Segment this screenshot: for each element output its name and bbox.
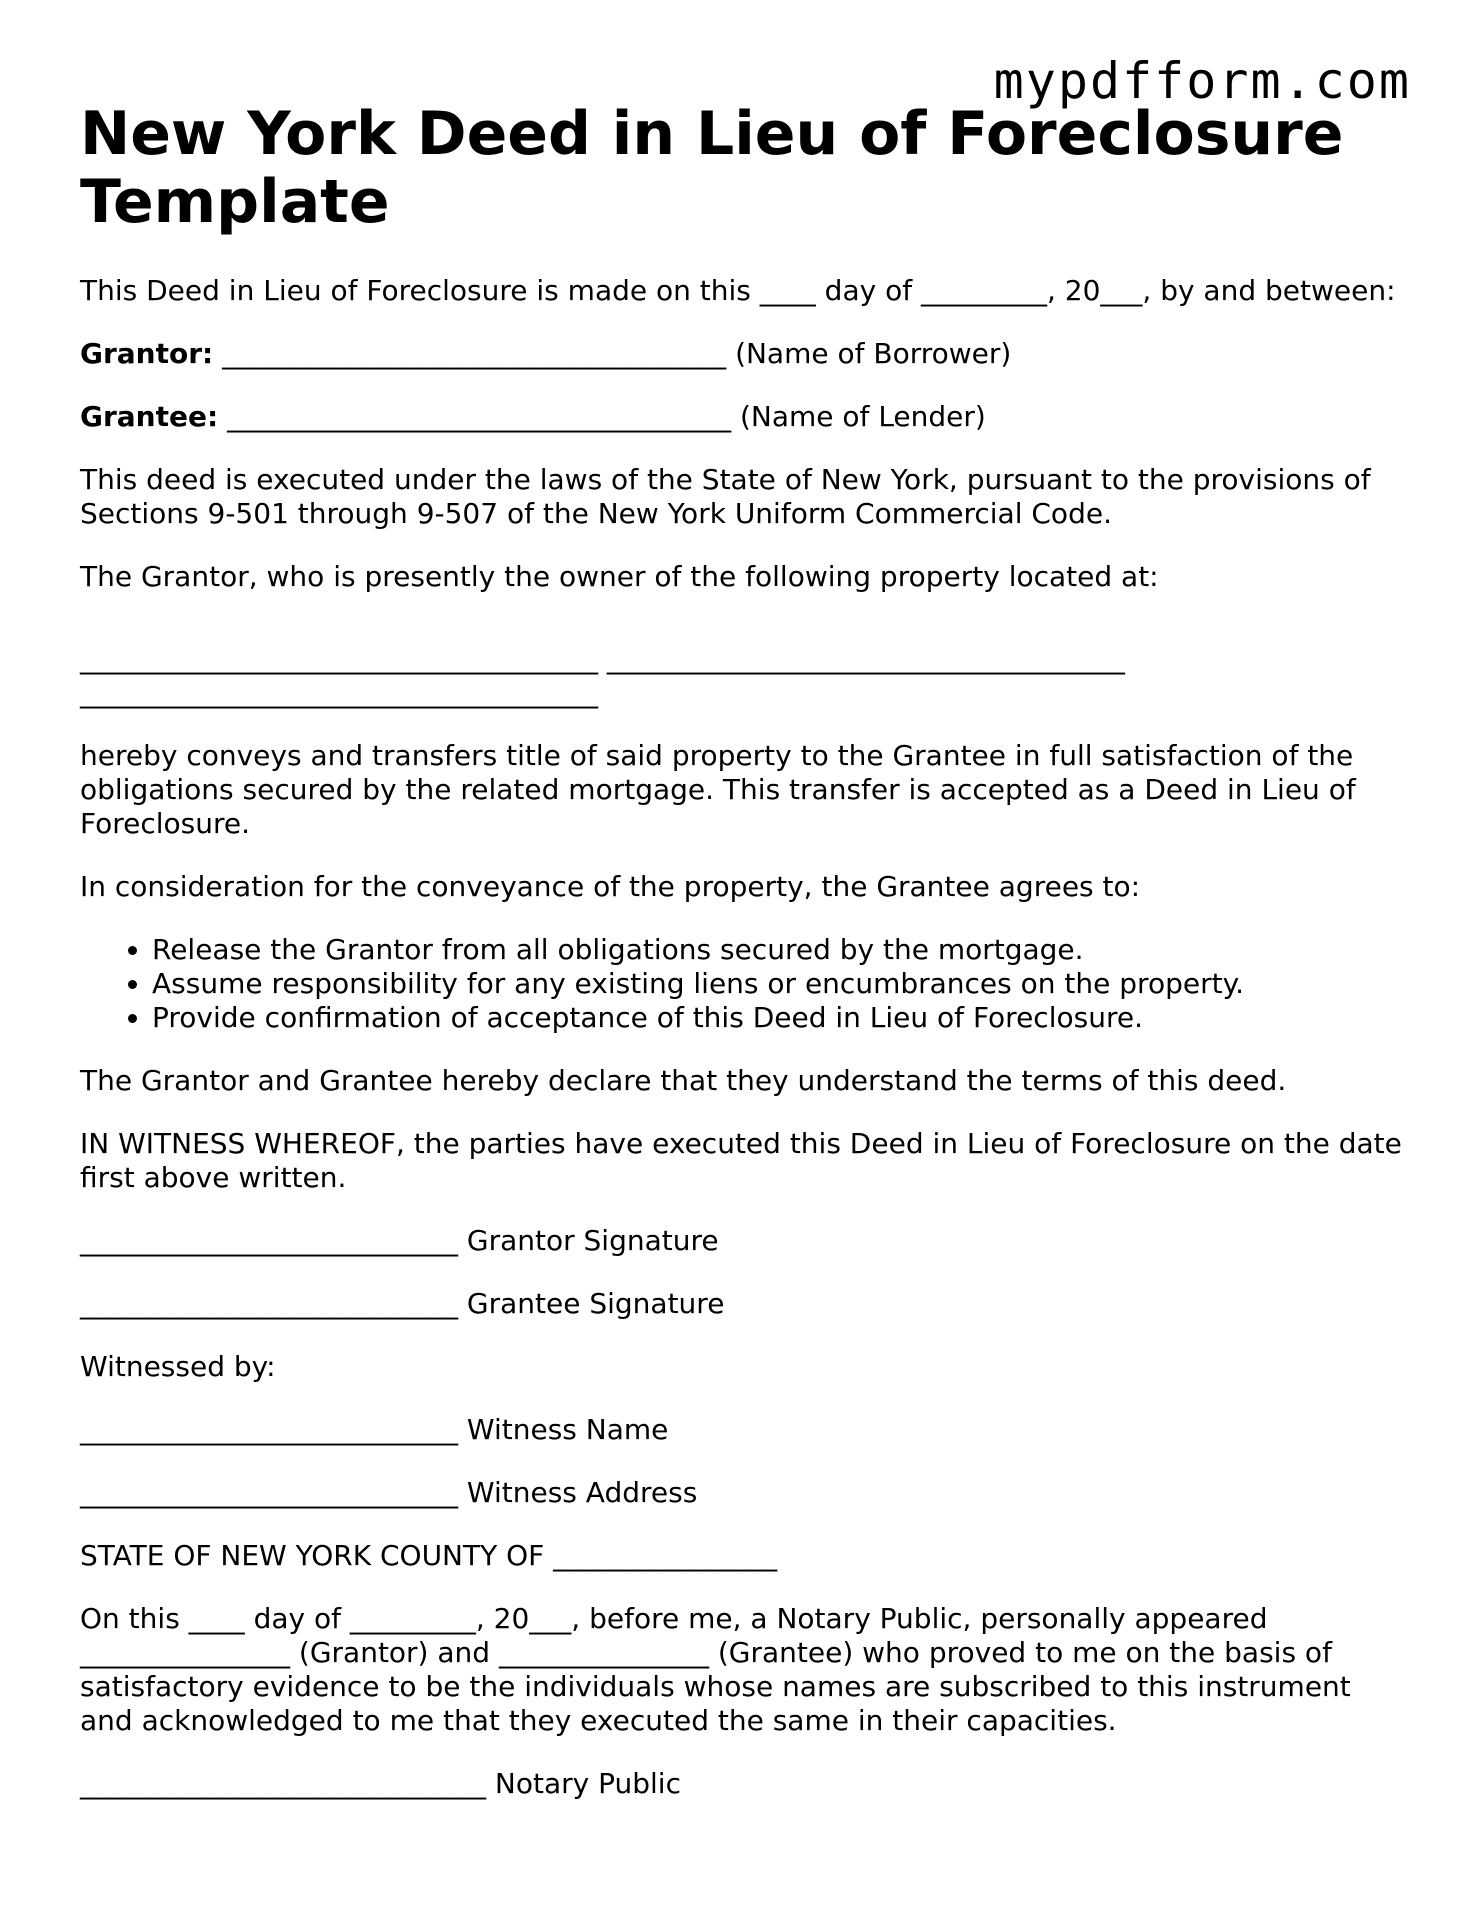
state-county-line: STATE OF NEW YORK COUNTY OF ________________ — [80, 1539, 778, 1572]
agreement-list — [80, 933, 1410, 1035]
grantee-signature-line: ___________________________ Grantee Signature — [80, 1287, 725, 1320]
signature-section — [80, 1224, 1410, 1510]
witness-whereof-paragraph: IN WITNESS WHEREOF, the parties have executed this Deed in Lieu of Foreclosure on the date first above written. — [80, 1127, 1411, 1194]
intro-paragraph: This Deed in Lieu of Foreclosure is made on this ____ day of _________, 20___, by and between: — [80, 274, 1396, 307]
owner-paragraph: The Grantor, who is presently the owner of the following property located at: — [80, 560, 1159, 593]
witness-address-line: ___________________________ Witness Address — [80, 1476, 698, 1509]
grantee-label: Grantee: — [80, 400, 219, 433]
property-address-blanks — [80, 642, 1410, 710]
notary-paragraph: On this ____ day of _________, 20___, before me, a Notary Public, personally appeared _______________ (Grantor) and _______________ (Grantee) who proved to me on the basis of satisfactory evidence to be the individuals whose names are subscribed to this instrument and acknowledged to me that they executed the same in their capacities. — [80, 1602, 1360, 1737]
property-address-line-1: _____________________________________ _____________________________________ — [80, 642, 1125, 675]
consideration-paragraph: In consideration for the conveyance of the property, the Grantee agrees to: — [80, 870, 1141, 903]
document-title: New York Deed in Lieu of Foreclosure Template — [80, 99, 1344, 237]
grantor-note: (Name of Borrower) — [735, 337, 1012, 370]
grantor-label: Grantor: — [80, 337, 214, 370]
property-address-line-2: _____________________________________ — [80, 676, 598, 709]
notary-signature-line: _____________________________ Notary Public — [80, 1767, 681, 1800]
witness-name-line: ___________________________ Witness Name — [80, 1413, 669, 1446]
grantee-blank: ____________________________________ — [227, 400, 732, 433]
grantor-line — [80, 337, 1410, 371]
declare-paragraph: The Grantor and Grantee hereby declare that they understand the terms of this deed. — [80, 1064, 1287, 1097]
site-watermark: mypdfform.com — [993, 52, 1411, 110]
conveys-paragraph: hereby conveys and transfers title of said property to the Grantee in full satisfaction of the obligations secured by the related mortgage. This transfer is accepted as a Deed in Lieu of Foreclosure. — [80, 739, 1365, 840]
grantee-line — [80, 400, 1410, 434]
witnessed-by-label: Witnessed by: — [80, 1350, 276, 1383]
grantor-signature-line: ___________________________ Grantor Signature — [80, 1224, 719, 1257]
document-page — [80, 100, 1410, 1830]
grantee-note: (Name of Lender) — [740, 400, 986, 433]
agreement-item: • Assume responsibility for any existing liens or encumbrances on the property. — [152, 967, 1410, 1001]
grantor-blank: ____________________________________ — [222, 337, 727, 370]
agreement-item: • Release the Grantor from all obligations secured by the mortgage. — [152, 933, 1410, 967]
laws-paragraph: This deed is executed under the laws of the State of New York, pursuant to the provisions of Sections 9-501 through 9-507 of the New York Uniform Commercial Code. — [80, 463, 1380, 530]
agreement-item: • Provide confirmation of acceptance of this Deed in Lieu of Foreclosure. — [152, 1001, 1410, 1035]
